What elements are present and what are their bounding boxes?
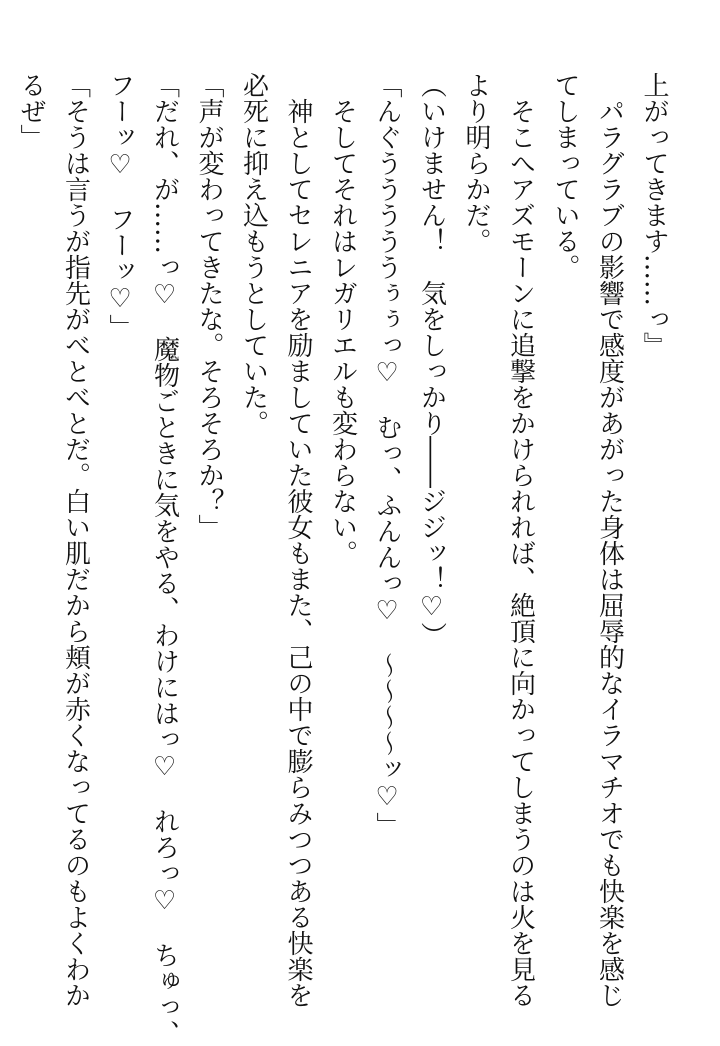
text-line: そしてそれはレガリエルも変わらない。 (327, 72, 358, 566)
text-line: （いけません！ 気をしっかり――ジジッ！♡） (416, 72, 447, 648)
text-line: てしまっている。 (550, 72, 580, 280)
text-line: るぜ」 (16, 72, 46, 150)
text-line: 「声が変わってきたな。そろそろか？」 (194, 72, 224, 540)
text-line: パラグラブの影響で感度があがった身体は屈辱的なイラマチオでも快楽を感じ (594, 72, 625, 1008)
text-line: 「だれ、が……っ♡ 魔物ごときに気をやる、わけにはっ♡ れろっ♡ ちゅっ、 (149, 72, 180, 1046)
text-line: 「んぐうううううぅぅっ♡ むっ、ふんんっ♡ ～～～～ッ♡」 (372, 72, 402, 838)
text-line: そこへアズモーンに追撃をかけられれば、絶頂に向かってしまうのは火を見る (505, 72, 536, 1008)
text-line: 必死に抑え込もうとしていた。 (238, 72, 269, 436)
text-line: 「そうは言うが指先がべとべとだ。白い肌だから頬が赤くなってるのもよくわか (60, 72, 91, 1008)
text-line: 神としてセレニアを励ましていた彼女もまた、己の中で膨らみつつある快楽を (283, 72, 313, 1008)
text-line: フーッ♡ フーッ♡」 (105, 72, 135, 340)
text-line: 上がってきます……っ』 (639, 72, 669, 358)
vertical-text-body (9, 72, 677, 1046)
text-line: より明らかだ。 (461, 72, 491, 254)
